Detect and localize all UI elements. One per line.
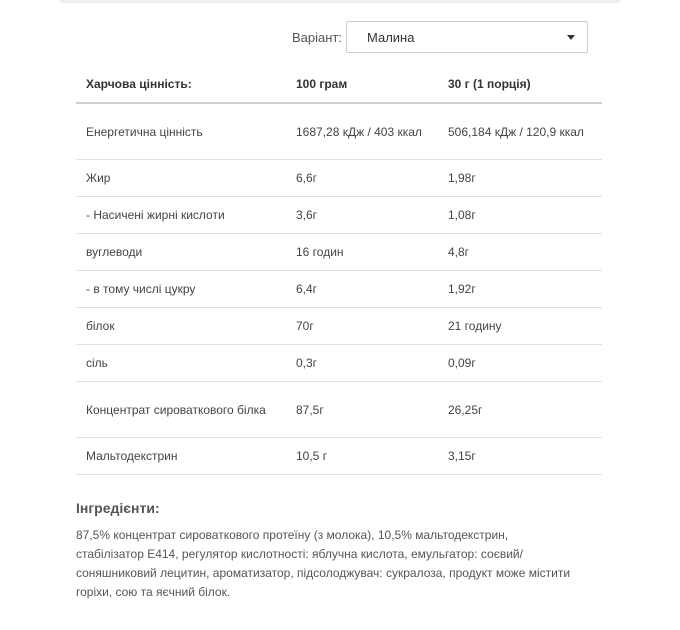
row-name: - в тому числі цукру (76, 271, 286, 308)
row-per-serving: 506,184 кДж / 120,9 ккал (438, 103, 602, 160)
row-per-100g: 10,5 г (286, 438, 438, 475)
variant-row (292, 21, 588, 53)
table-row (76, 160, 602, 197)
row-per-100g: 16 годин (286, 234, 438, 271)
row-per-serving: 1,92г (438, 271, 602, 308)
row-per-100g: 6,4г (286, 271, 438, 308)
row-name: Енергетична цінність (76, 103, 286, 160)
header-per-serving: 30 г (1 порція) (438, 66, 602, 103)
table-row (76, 234, 602, 271)
row-per-100g: 1687,28 кДж / 403 ккал (286, 103, 438, 160)
table-row (76, 271, 602, 308)
row-per-serving: 1,98г (438, 160, 602, 197)
row-name: білок (76, 308, 286, 345)
table-row (76, 438, 602, 475)
row-name: Жир (76, 160, 286, 197)
row-per-serving: 21 годину (438, 308, 602, 345)
row-per-serving: 4,8г (438, 234, 602, 271)
row-per-100g: 0,3г (286, 345, 438, 382)
row-name: Мальтодекстрин (76, 438, 286, 475)
ingredients-title: Інгредієнти: (76, 500, 160, 516)
variant-label: Варіант: (292, 29, 342, 45)
row-name: Концентрат сироваткового білка (76, 382, 286, 438)
table-row (76, 382, 602, 438)
row-name: вуглеводи (76, 234, 286, 271)
row-per-100g: 70г (286, 308, 438, 345)
row-per-100g: 6,6г (286, 160, 438, 197)
row-per-serving: 0,09г (438, 345, 602, 382)
top-divider (60, 0, 620, 3)
header-nutrition: Харчова цінність: (76, 66, 286, 103)
variant-select[interactable] (346, 21, 588, 53)
row-per-100g: 3,6г (286, 197, 438, 234)
nutrition-table (76, 66, 602, 475)
row-per-serving: 26,25г (438, 382, 602, 438)
table-row (76, 197, 602, 234)
row-per-100g: 87,5г (286, 382, 438, 438)
row-per-serving: 3,15г (438, 438, 602, 475)
ingredients-text: 87,5% концентрат сироваткового протеїну (з молока), 10,5% мальтодекстрин, стабілізатор E414, регулятор кислотності: яблучна кислота, емульгатор: соєвий/соняшниковий лецитин, ароматизатор, підсолоджувач: сукралоза, продукт може містити горіхи, сою та яєчний білок. (76, 528, 571, 599)
row-name: - Насичені жирні кислоти (76, 197, 286, 234)
table-header-row (76, 66, 602, 103)
row-name: сіль (76, 345, 286, 382)
row-per-serving: 1,08г (438, 197, 602, 234)
header-per-100g: 100 грам (286, 66, 438, 103)
chevron-down-icon (567, 35, 575, 40)
table-row (76, 103, 602, 160)
table-row (76, 345, 602, 382)
table-row (76, 308, 602, 345)
variant-selected-value: Малина (367, 29, 415, 45)
